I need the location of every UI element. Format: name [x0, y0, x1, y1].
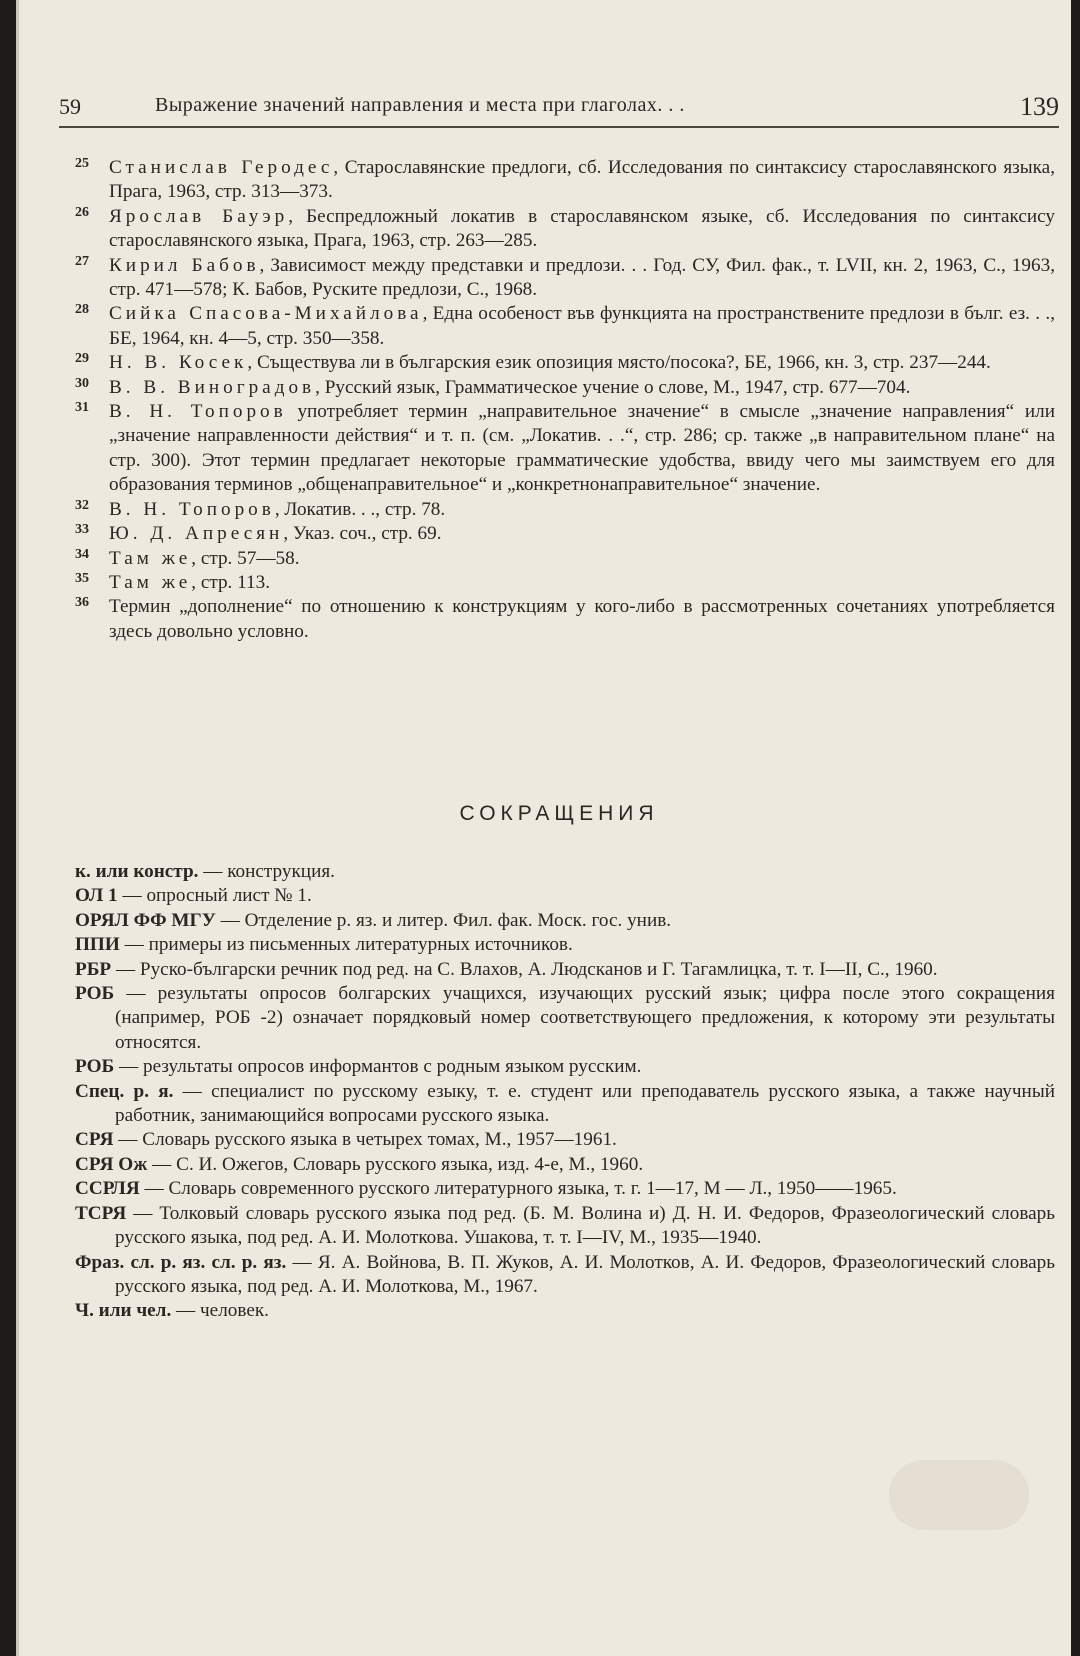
footnote: [75, 205, 1055, 254]
abbreviation-text: — С. И. Ожегов, Словарь русского языка, изд. 4-е, М., 1960.: [147, 1153, 644, 1175]
abbreviation-key: ППИ: [75, 934, 120, 956]
abbreviation-entry: [75, 1128, 1055, 1152]
abbreviation-key: ТСРЯ: [75, 1202, 127, 1224]
footnote-number: 31: [75, 400, 89, 416]
footnote-text: , стр. 113.: [191, 571, 271, 593]
page-content: [59, 0, 1059, 1656]
abbreviation-key: ОРЯЛ ФФ МГУ: [75, 909, 216, 931]
footnote-text: , Русский язык, Грамматическое учение о слове, М., 1947, стр. 677—704.: [315, 376, 911, 398]
paper-stain: [889, 1460, 1029, 1530]
footnote: [75, 302, 1055, 351]
footnote-text: употребляет термин „направительное значение“ в смысле „значение направления“ или „значение направленности действия“ и т. п. (см. „Локатив. . .“, стр. 286; ср. также „в направительном плане“ на стр. 300). Этот термин предлагает некоторые грамматические удобства, ввиду чего мы заимствуем его для образования терминов „общенаправительное“ и „конкретнонаправительное“ значение.: [109, 401, 1055, 496]
footnote-number: 29: [75, 351, 89, 367]
abbreviation-entry: [75, 909, 1055, 933]
abbreviation-text: — опросный лист № 1.: [117, 885, 312, 907]
abbreviation-key: к. или констр.: [75, 861, 199, 882]
footnote-author: Ярослав Бауэр: [109, 205, 289, 227]
abbreviation-text: — Руско-български речник под ред. на С. Влахов, А. Людсканов и Г. Тагамлицка, т. т. I—II, С., 1960.: [111, 958, 938, 980]
footnote-text: , Една особеност във функцията на пространствените предлози в бълг. ез. . ., БЕ, 1964, кн. 4—5, стр. 350—358.: [109, 303, 1055, 349]
footnote: [75, 400, 1055, 498]
footnote-number: 30: [75, 375, 89, 391]
footnote-number: 26: [75, 204, 89, 220]
abbreviation-entry: [75, 1202, 1055, 1251]
header-left-number: 59: [59, 94, 81, 119]
footnote-author: Там же: [109, 547, 192, 569]
footnote-author: Кирил Бабов: [109, 254, 260, 276]
footnote-author: В. В. Виноградов: [109, 376, 316, 398]
footnote-author: В. Н. Топоров: [109, 401, 287, 423]
abbreviation-entry: [75, 1177, 1055, 1201]
footnote-author: Там же: [109, 571, 192, 593]
footnotes: [75, 156, 1055, 644]
footnote: [75, 156, 1055, 205]
footnote-author: В. Н. Топоров: [109, 498, 275, 520]
abbreviation-entry: [75, 1153, 1055, 1177]
abbreviation-text: — Толковый словарь русского языка под ред. (Б. М. Волина и) Д. Н. И. Федоров, Фразеологический словарь русского языка, под ред. А. И. Молоткова. Ушакова, т. т. I—IV, М., 1935—1940.: [115, 1202, 1055, 1249]
abbreviation-text: — Словарь русского языка в четырех томах, М., 1957—1961.: [113, 1129, 617, 1151]
abbreviation-key: Спец. р. я.: [75, 1080, 174, 1102]
footnote-text: , Старославянские предлоги, сб. Исследования по синтаксису старославянского языка, Прага, 1963, стр. 313—373.: [109, 157, 1055, 203]
abbreviation-key: ССРЛЯ: [75, 1178, 140, 1200]
abbreviation-key: СРЯ Ож: [75, 1153, 148, 1175]
footnote-number: 35: [75, 570, 89, 586]
footnote-author: Сийка Спасова-Михайлова: [109, 303, 423, 325]
footnote: [75, 571, 1055, 595]
abbreviation-key: ОЛ 1: [75, 885, 118, 907]
abbreviation-key: РОБ: [75, 983, 115, 1005]
footnote: [75, 547, 1055, 571]
footnote-number: 25: [75, 156, 89, 171]
footnote-text: , Беспредложный локатив в старославянском языке, сб. Исследования по синтаксису старославянского языка, Прага, 1963, стр. 263—285.: [109, 205, 1055, 252]
abbreviation-key: Фраз. сл. р. яз. сл. р. яз.: [75, 1251, 287, 1273]
abbreviation-entry: [75, 933, 1055, 957]
footnote-text: Термин „дополнение“ по отношению к конструкциям у кого-либо в рассмотренных сочетаниях употребляется здесь довольно условно.: [109, 596, 1055, 642]
footnote-number: 33: [75, 522, 89, 538]
abbreviation-key: СРЯ: [75, 1129, 114, 1151]
abbreviations-heading: СОКРАЩЕНИЯ: [459, 802, 659, 825]
footnote-author: Станислав Геродес: [109, 157, 334, 178]
page-number: 139: [1020, 92, 1059, 121]
footnote-number: 27: [75, 253, 89, 269]
abbreviation-text: — примеры из письменных литературных источников.: [119, 934, 573, 956]
abbreviation-entry: [75, 1299, 1055, 1323]
footnote-text: , Указ. соч., стр. 69.: [283, 523, 442, 545]
footnote-text: , Зависимост между представки и предлози. . . Год. СУ, Фил. фак., т. LVII, кн. 2, 1963, С., 1963, стр. 471—578; К. Бабов, Руските предлози, С., 1968.: [109, 254, 1055, 301]
footnote: [75, 376, 1055, 400]
abbreviation-text: — результаты опросов информантов с родным языком русским.: [114, 1056, 642, 1078]
footnote: [75, 498, 1055, 522]
abbreviation-text: — Я. А. Войнова, В. П. Жуков, А. И. Молотков, А. И. Федоров, Фразеологический словарь русского языка, под ред. А. И. Молоткова, М., 1967.: [115, 1251, 1055, 1297]
footnote-author: Н. В. Косек: [109, 352, 248, 374]
abbreviation-text: — Отделение р. яз. и литер. Фил. фак. Моск. гос. унив.: [215, 909, 672, 931]
abbreviation-key: Ч. или чел.: [75, 1300, 172, 1322]
page-header: [59, 90, 1059, 128]
footnote: [75, 351, 1055, 375]
abbreviation-text: — результаты опросов болгарских учащихся, изучающих русский язык; цифра после этого сокращения (например, РОБ -2) означает порядковый номер соответствующего предложения, к которому эти результаты относятся.: [114, 983, 1055, 1053]
footnote-number: 28: [75, 302, 89, 318]
footnote: [75, 595, 1055, 644]
abbreviations-list: [75, 860, 1055, 1324]
abbreviation-entry: [75, 958, 1055, 982]
footnote-text: , Локатив. . ., стр. 78.: [274, 498, 446, 520]
abbreviation-entry: [75, 982, 1055, 1055]
running-title: Выражение значений направления и места при глаголах. . .: [155, 94, 685, 116]
abbreviation-key: РОБ: [75, 1056, 115, 1078]
abbreviation-text: — конструкция.: [198, 861, 335, 882]
footnote: [75, 254, 1055, 303]
book-page: [16, 0, 1071, 1656]
abbreviation-entry: [75, 1055, 1055, 1079]
footnote-text: , стр. 57—58.: [191, 547, 300, 569]
abbreviation-entry: [75, 884, 1055, 908]
abbreviation-entry: [75, 860, 1055, 884]
footnote-number: 34: [75, 546, 89, 562]
abbreviation-text: — Словарь современного русского литературного языка, т. г. 1—17, М — Л., 1950——1965.: [139, 1178, 897, 1200]
abbreviation-entry: [75, 1080, 1055, 1129]
abbreviation-key: РБР: [75, 958, 112, 980]
footnote-number: 36: [75, 595, 89, 611]
abbreviation-text: — человек.: [171, 1300, 269, 1322]
footnote-number: 32: [75, 497, 89, 513]
footnote-text: , Съществува ли в българския език опозиция място/посока?, БЕ, 1966, кн. 3, стр. 237—244.: [247, 352, 991, 374]
abbreviation-entry: [75, 1251, 1055, 1300]
footnote: [75, 522, 1055, 546]
footnote-author: Ю. Д. Апресян: [109, 523, 284, 545]
abbreviation-text: — специалист по русскому езыку, т. е. студент или преподаватель русского языка, а также научный работник, занимающийся вопросами русского языка.: [115, 1080, 1055, 1127]
